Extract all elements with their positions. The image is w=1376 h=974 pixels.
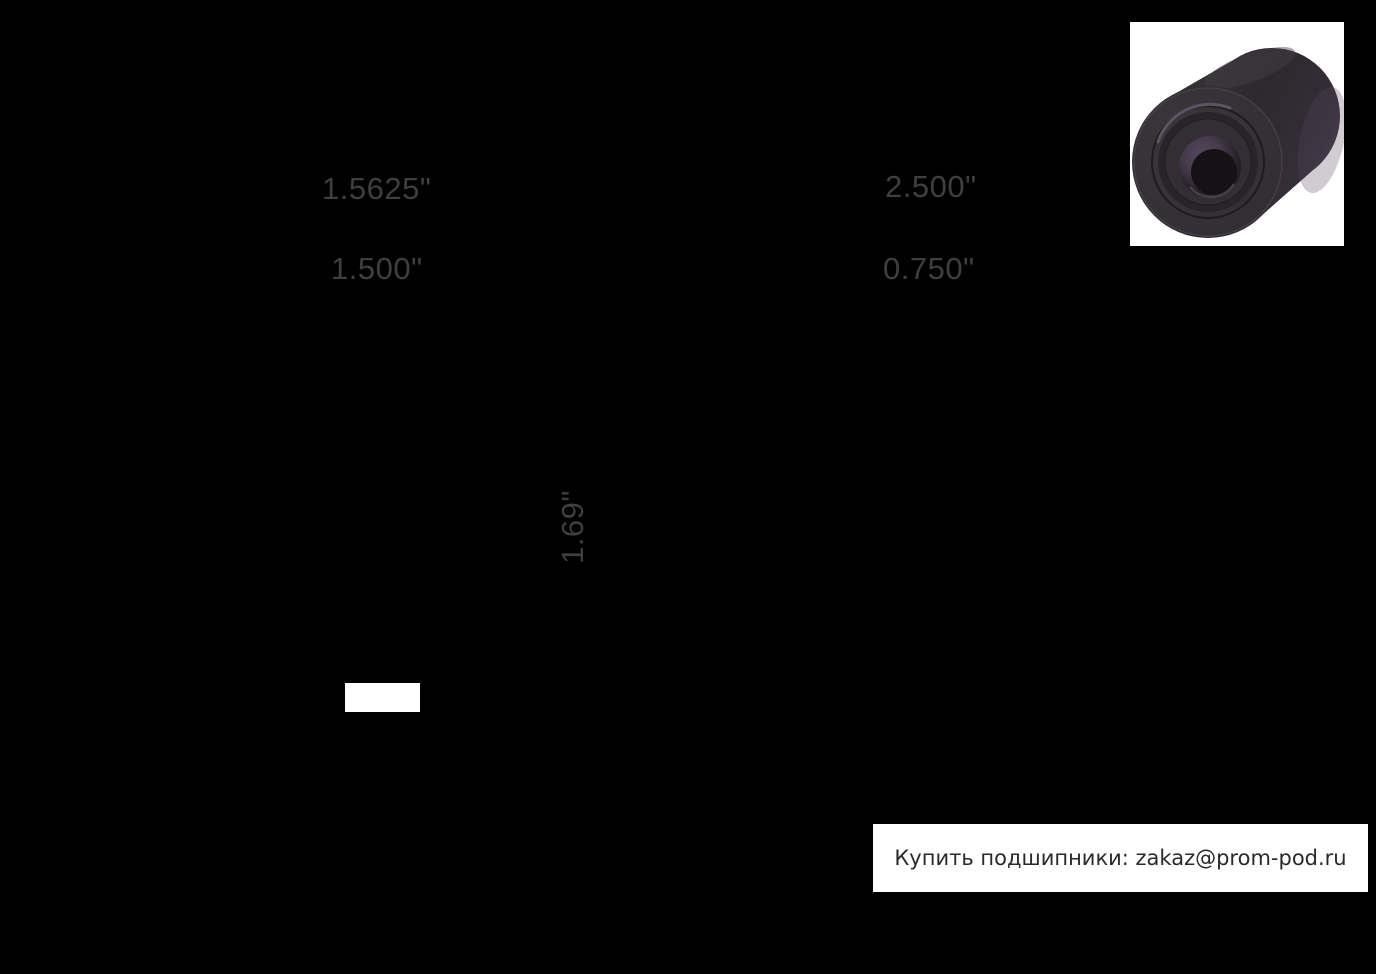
contact-bar — [873, 824, 1368, 892]
dimension-label-1-69-vertical: 1.69" — [555, 490, 590, 564]
blank-label-patch — [345, 683, 420, 712]
dimension-label-1-500: 1.500" — [331, 251, 423, 286]
contact-label: Купить подшипники: — [894, 846, 1136, 870]
contact-email[interactable]: zakaz@prom-pod.ru — [1135, 846, 1347, 870]
dimension-label-2-500: 2.500" — [885, 169, 977, 204]
bearing-3d-render — [1130, 22, 1344, 246]
dimension-label-0-750: 0.750" — [883, 251, 975, 286]
bearing-product-photo — [1130, 22, 1344, 246]
dimension-label-1-5625: 1.5625" — [322, 171, 432, 206]
